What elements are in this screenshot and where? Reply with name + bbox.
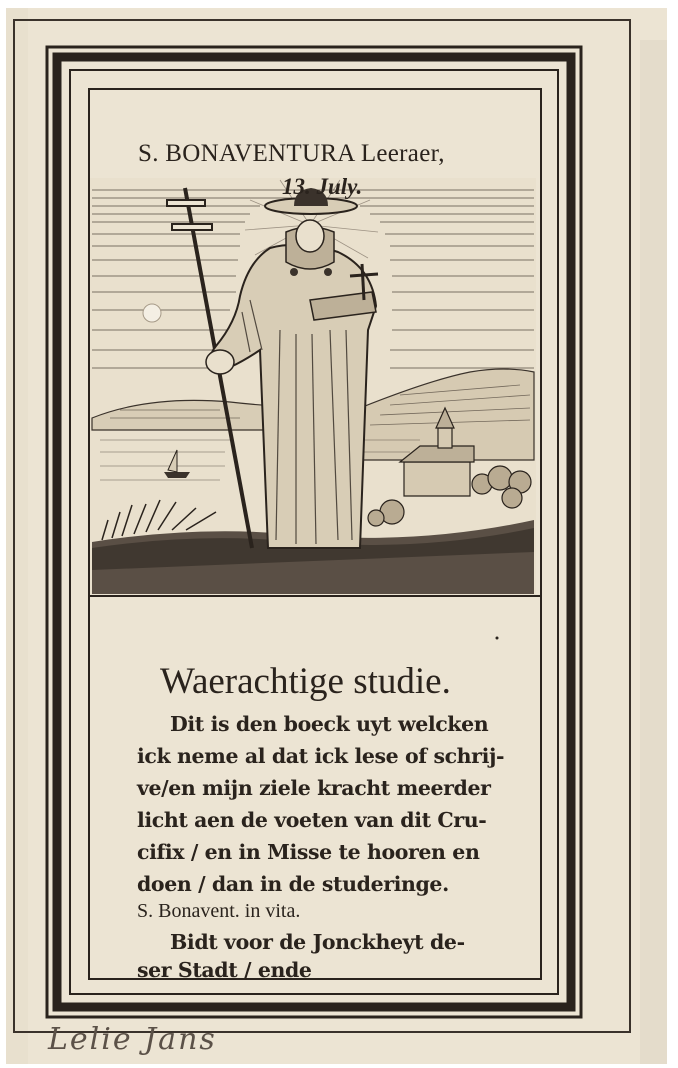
- body-line: Dit is den boeck uyt welcken: [170, 712, 489, 736]
- feast-date: 13. July.: [282, 174, 363, 199]
- body-line: ick neme al dat ick lese of schrij-: [137, 744, 505, 768]
- body-line: Bidt voor de Jonckheyt de-: [170, 930, 465, 954]
- saint-engraving: [90, 178, 536, 594]
- body-line: licht aen de voeten van dit Cru-: [137, 808, 487, 832]
- body-line: ve/en mijn ziele kracht meerder: [137, 776, 491, 800]
- saint-title: S. BONAVENTURA Leeraer,: [138, 140, 445, 167]
- handwritten-signature: Lelie Jans: [48, 1022, 217, 1057]
- body-line: ser Stadt / ende: [137, 958, 312, 982]
- text-heading: Waerachtige studie.: [160, 661, 451, 702]
- citation: S. Bonavent. in vita.: [137, 900, 301, 922]
- body-line: cifix / en in Misse te hooren en: [137, 840, 480, 864]
- body-line: doen / dan in de studeringe.: [137, 872, 449, 896]
